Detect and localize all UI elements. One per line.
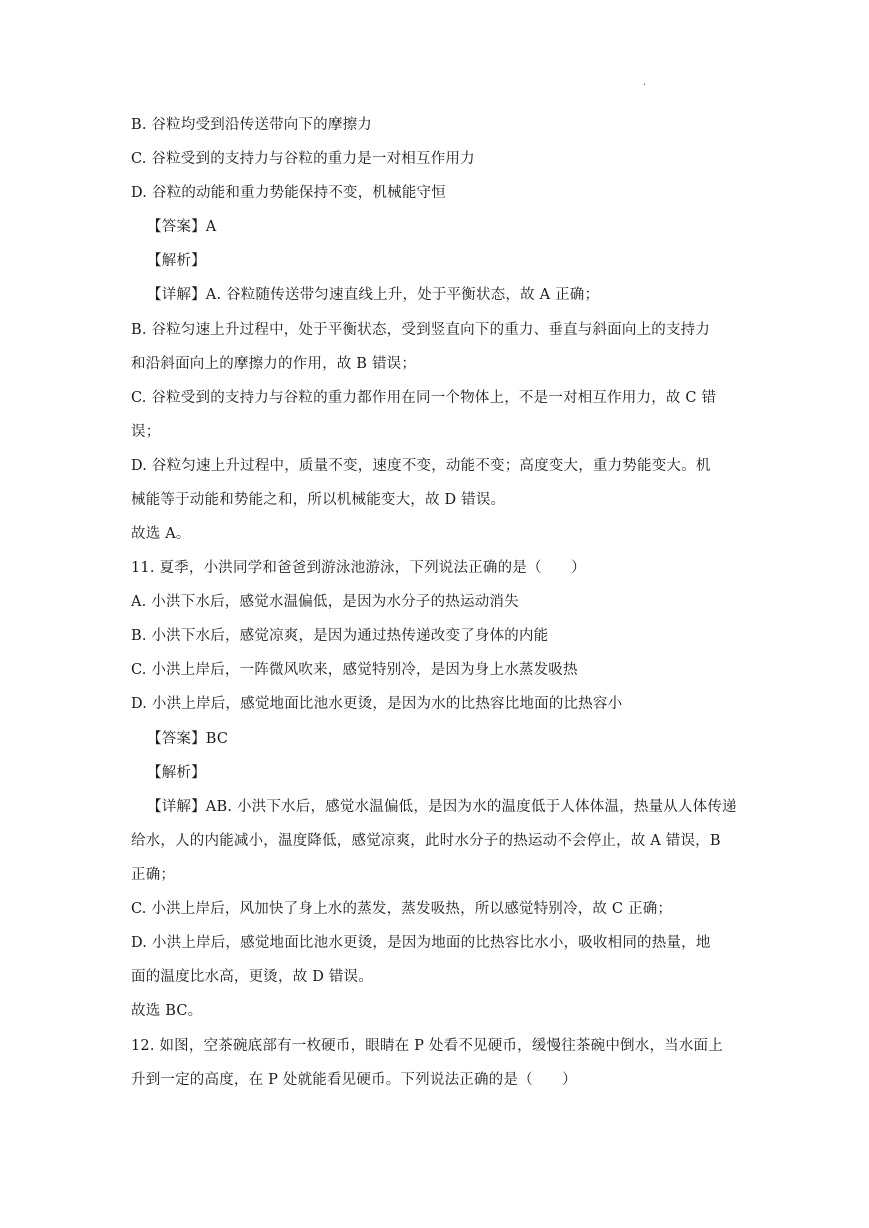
detail-line: 和沿斜面向上的摩擦力的作用，故 B 错误； <box>131 356 417 372</box>
analysis-label: 【解析】 <box>147 765 206 781</box>
detail-line: C. 小洪上岸后，风加快了身上水的蒸发，蒸发吸热，所以感觉特别冷，故 C 正确； <box>131 901 673 917</box>
option-d: D. 小洪上岸后，感觉地面比池水更烫，是因为水的比热容比地面的比热容小 <box>131 696 623 712</box>
detail-line: 给水，人的内能减小，温度降低，感觉凉爽，此时水分子的热运动不会停止，故 A 错误，B <box>131 833 721 849</box>
choice-line: 故选 A。 <box>131 526 191 542</box>
detail-line: 【详解】AB. 小洪下水后，感觉水温偏低，是因为水的温度低于人体体温，热量从人体传递 <box>147 799 737 815</box>
choice-line: 故选 BC。 <box>131 1003 203 1019</box>
header-mark: · <box>643 80 647 91</box>
option-c: C. 小洪上岸后，一阵微风吹来，感觉特别冷，是因为身上水蒸发吸热 <box>131 662 578 678</box>
detail-line: D. 谷粒匀速上升过程中，质量不变，速度不变，动能不变；高度变大，重力势能变大。机 <box>131 458 711 474</box>
question-12-cont: 升到一定的高度，在 P 处就能看见硬币。下列说法正确的是（ ） <box>131 1072 577 1088</box>
detail-line: 【详解】A. 谷粒随传送带匀速直线上升，处于平衡状态，故 A 正确； <box>147 287 600 303</box>
detail-line: 正确； <box>131 867 176 883</box>
option-c: C. 谷粒受到的支持力与谷粒的重力是一对相互作用力 <box>131 151 475 167</box>
option-b: B. 谷粒均受到沿传送带向下的摩擦力 <box>131 117 372 133</box>
question-11: 11. 夏季，小洪同学和爸爸到游泳池游泳，下列说法正确的是（ ） <box>131 560 586 576</box>
detail-line: D. 小洪上岸后，感觉地面比池水更烫，是因为地面的比热容比水小，吸收相同的热量，地 <box>131 935 711 951</box>
answer-label: 【答案】BC <box>147 731 229 747</box>
detail-line: B. 谷粒匀速上升过程中，处于平衡状态，受到竖直向下的重力、垂直与斜面向上的支持力 <box>131 322 711 338</box>
option-d: D. 谷粒的动能和重力势能保持不变，机械能守恒 <box>131 185 446 201</box>
detail-line: C. 谷粒受到的支持力与谷粒的重力都作用在同一个物体上，不是一对相互作用力，故 C 错 <box>131 390 717 406</box>
analysis-label: 【解析】 <box>147 253 206 269</box>
detail-line: 误； <box>131 424 161 440</box>
option-b: B. 小洪下水后，感觉凉爽，是因为通过热传递改变了身体的内能 <box>131 628 549 644</box>
question-12: 12. 如图，空茶碗底部有一枚硬币，眼睛在 P 处看不见硬币，缓慢往茶碗中倒水，当水面上 <box>131 1038 723 1054</box>
detail-line: 面的温度比水高，更烫，故 D 错误。 <box>131 969 373 985</box>
answer-label: 【答案】A <box>147 219 217 235</box>
detail-line: 械能等于动能和势能之和，所以机械能变大，故 D 错误。 <box>131 492 506 508</box>
option-a: A. 小洪下水后，感觉水温偏低，是因为水分子的热运动消失 <box>131 594 519 610</box>
